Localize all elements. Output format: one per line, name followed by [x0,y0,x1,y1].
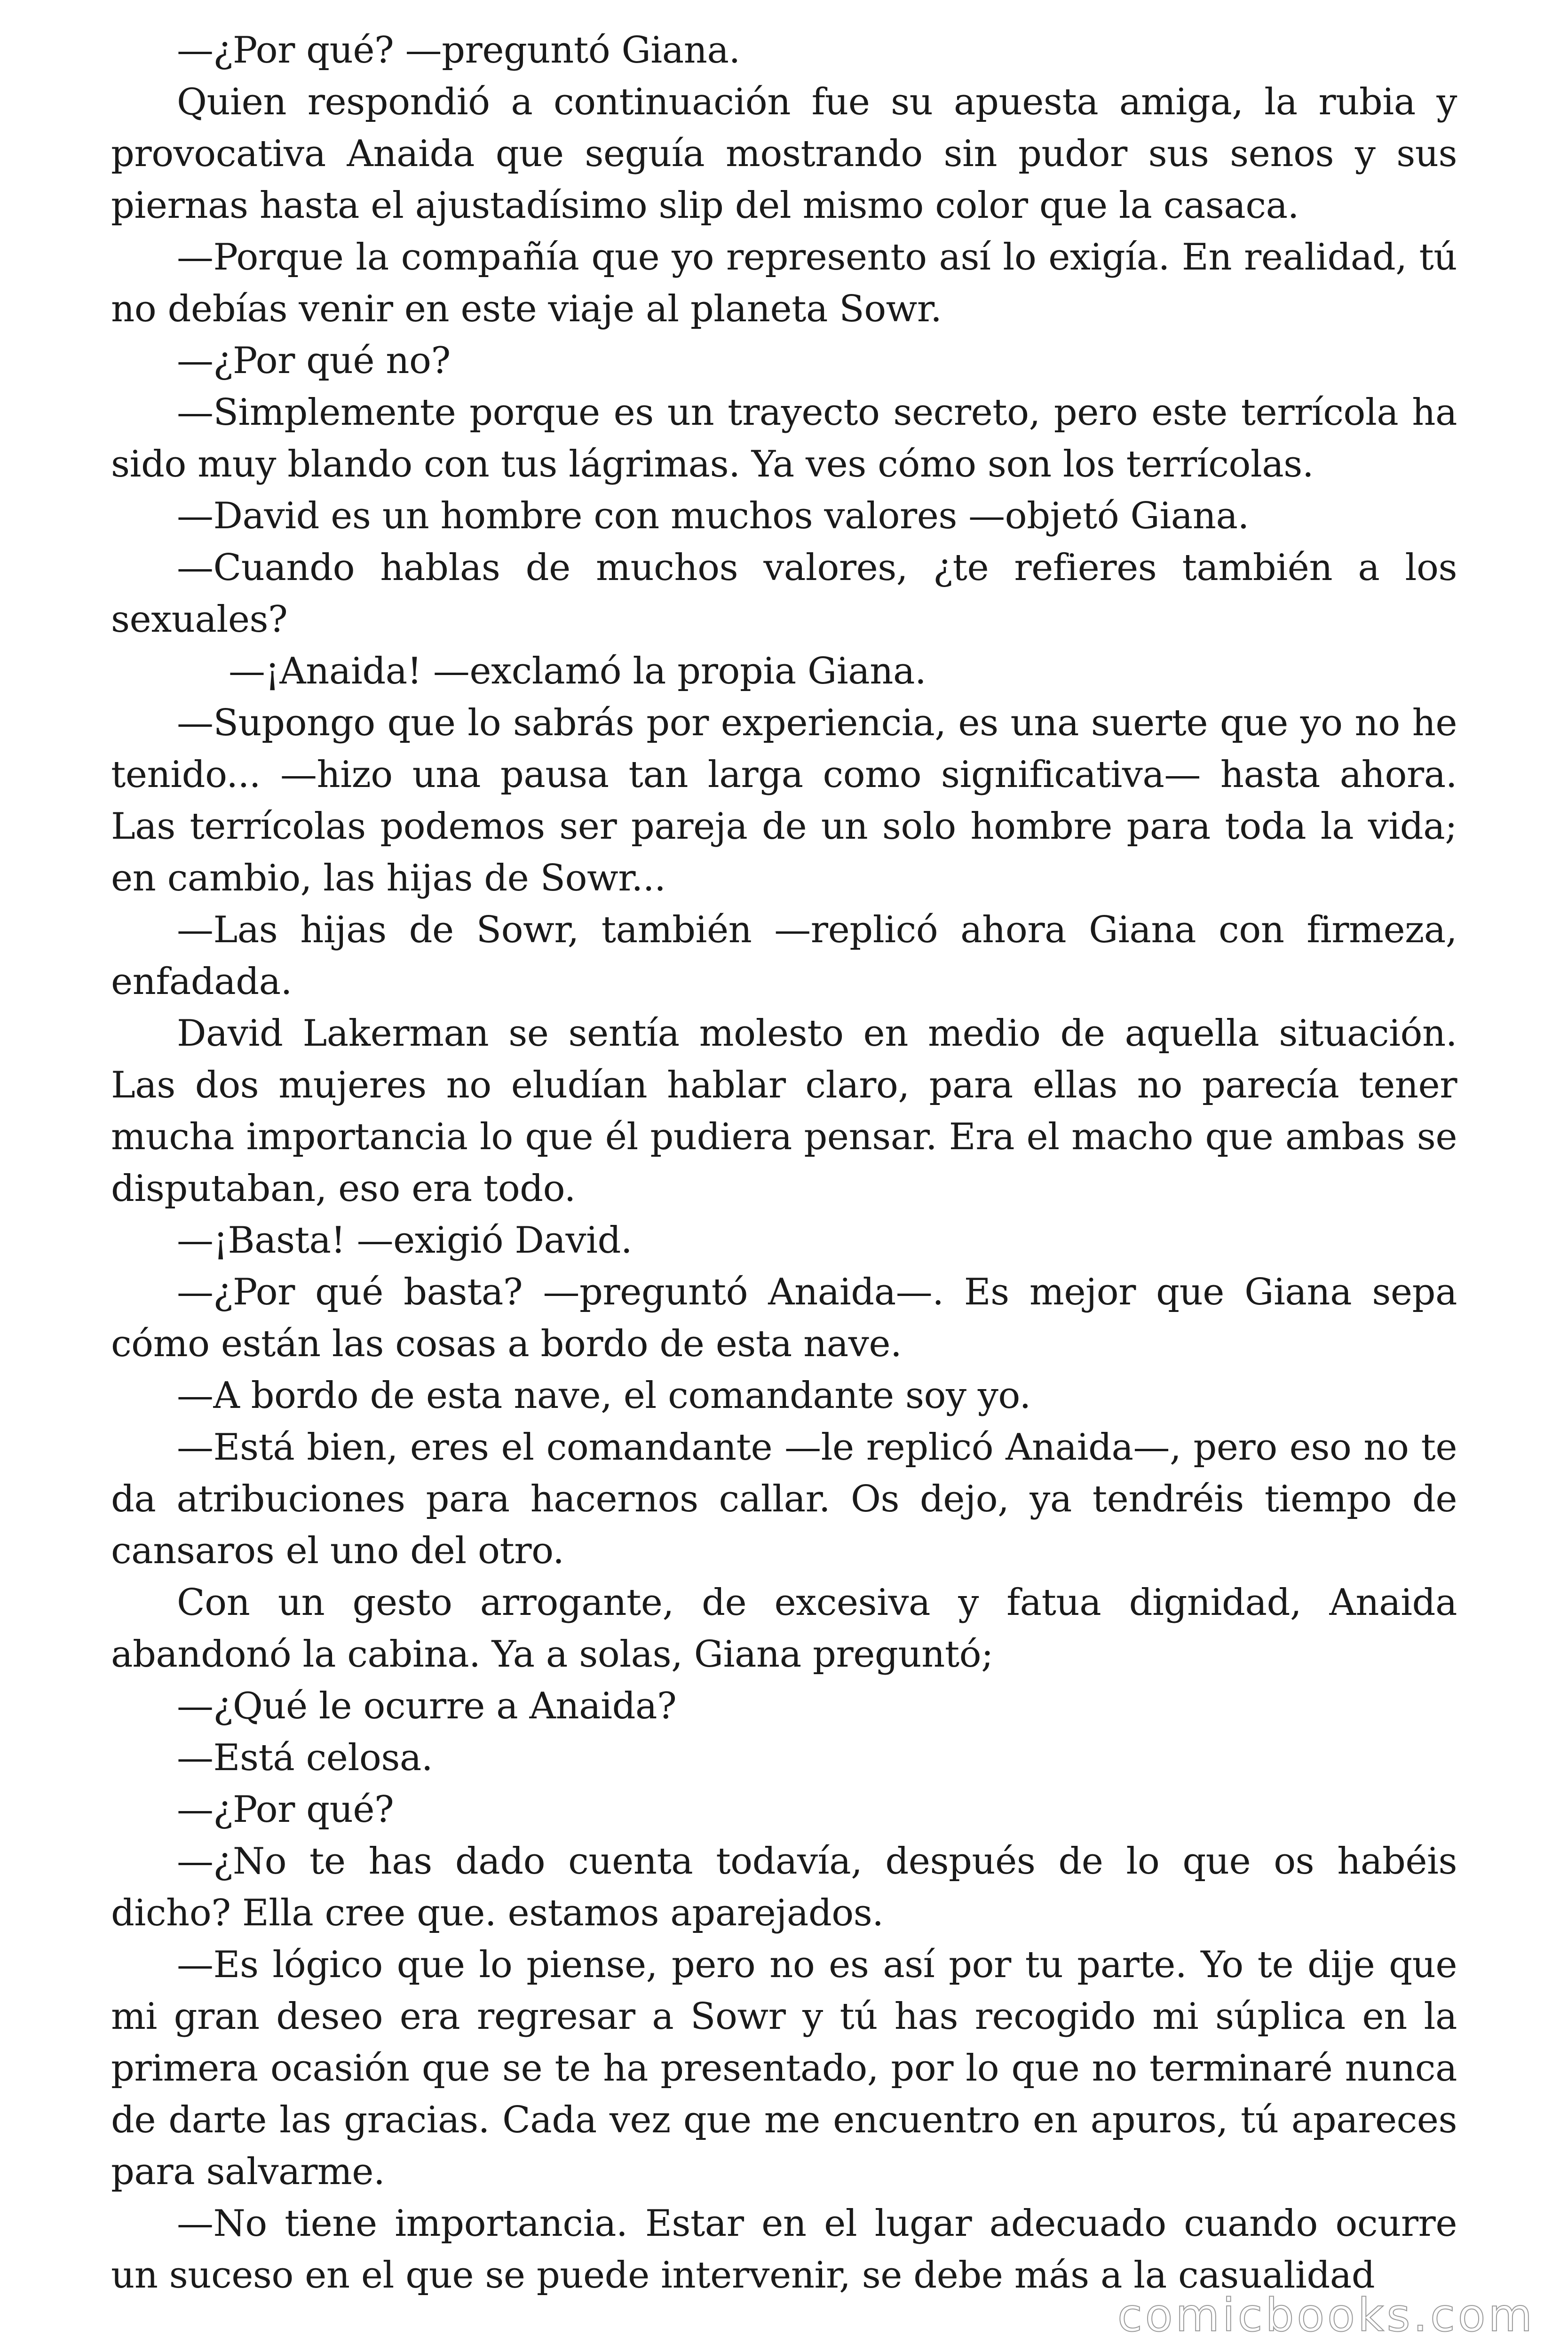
paragraph: —¿Por qué? —preguntó Giana. [177,29,740,72]
paragraph: —Es lógico que lo piense, pero no es así por tu parte. Yo te dije que mi gran deseo era regresar a Sowr y tú has recogido mi súplica en la primera ocasión que se te ha presentado, por lo que no terminaré nunca de darte las gracias. Cada vez que me encuentro en apuros, tú apareces para salvarme. [111,1944,1457,2193]
paragraph: —Las hijas de Sowr, también —replicó ahora Giana con firmeza, enfadada. [111,909,1457,1003]
paragraph: —Supongo que lo sabrás por experiencia, es una suerte que yo no he tenido... —hizo una pausa tan larga como significativa— hasta ahora. Las terrícolas podemos ser pareja de un solo hombre para toda la vida; en cambio, las hijas de Sowr... [111,702,1457,899]
paragraph: —A bordo de esta nave, el comandante soy yo. [177,1375,1031,1417]
paragraph: —¡Anaida! —exclamó la propia Giana. [229,650,927,692]
paragraph: —¿Por qué? [177,1788,394,1831]
paragraph: —¡Basta! —exigió David. [177,1219,633,1262]
paragraph: —Cuando hablas de muchos valores, ¿te refieres también a los sexuales? [111,547,1457,641]
page-body [111,24,1457,2301]
paragraph: —Está celosa. [177,1737,433,1779]
watermark: comicbooks.com [1117,2289,1535,2342]
paragraph: Con un gesto arrogante, de excesiva y fatua dignidad, Anaida abandonó la cabina. Ya a solas, Giana preguntó; [111,1581,1457,1676]
paragraph: —David es un hombre con muchos valores —objetó Giana. [177,495,1249,537]
paragraph: —¿Qué le ocurre a Anaida? [177,1685,677,1727]
paragraph: —¿Por qué no? [177,340,451,382]
paragraph: —¿Por qué basta? —preguntó Anaida—. Es mejor que Giana sepa cómo están las cosas a bordo de esta nave. [111,1271,1457,1365]
paragraph: —Está bien, eres el comandante —le replicó Anaida—, pero eso no te da atribuciones para hacernos callar. Os dejo, ya tendréis tiempo de cansaros el uno del otro. [111,1426,1457,1572]
paragraph: —Simplemente porque es un trayecto secreto, pero este terrícola ha sido muy blando con tus lágrimas. Ya ves cómo son los terrícolas. [111,391,1457,485]
paragraph: David Lakerman se sentía molesto en medio de aquella situación. Las dos mujeres no eludían hablar claro, para ellas no parecía tener mucha importancia lo que él pudiera pensar. Era el macho que ambas se disputaban, eso era todo. [111,1012,1457,1210]
paragraph: —No tiene importancia. Estar en el lugar adecuado cuando ocurre un suceso en el que se puede intervenir, se debe más a la casualidad [111,2202,1457,2296]
paragraph: —¿No te has dado cuenta todavía, después de lo que os habéis dicho? Ella cree que. estamos aparejados. [111,1840,1457,1934]
paragraph: Quien respondió a continuación fue su apuesta amiga, la rubia y provocativa Anaida que seguía mostrando sin pudor sus senos y sus piernas hasta el ajustadísimo slip del mismo color que la casaca. [111,81,1457,227]
paragraph: —Porque la compañía que yo represento así lo exigía. En realidad, tú no debías venir en este viaje al planeta Sowr. [111,236,1457,330]
